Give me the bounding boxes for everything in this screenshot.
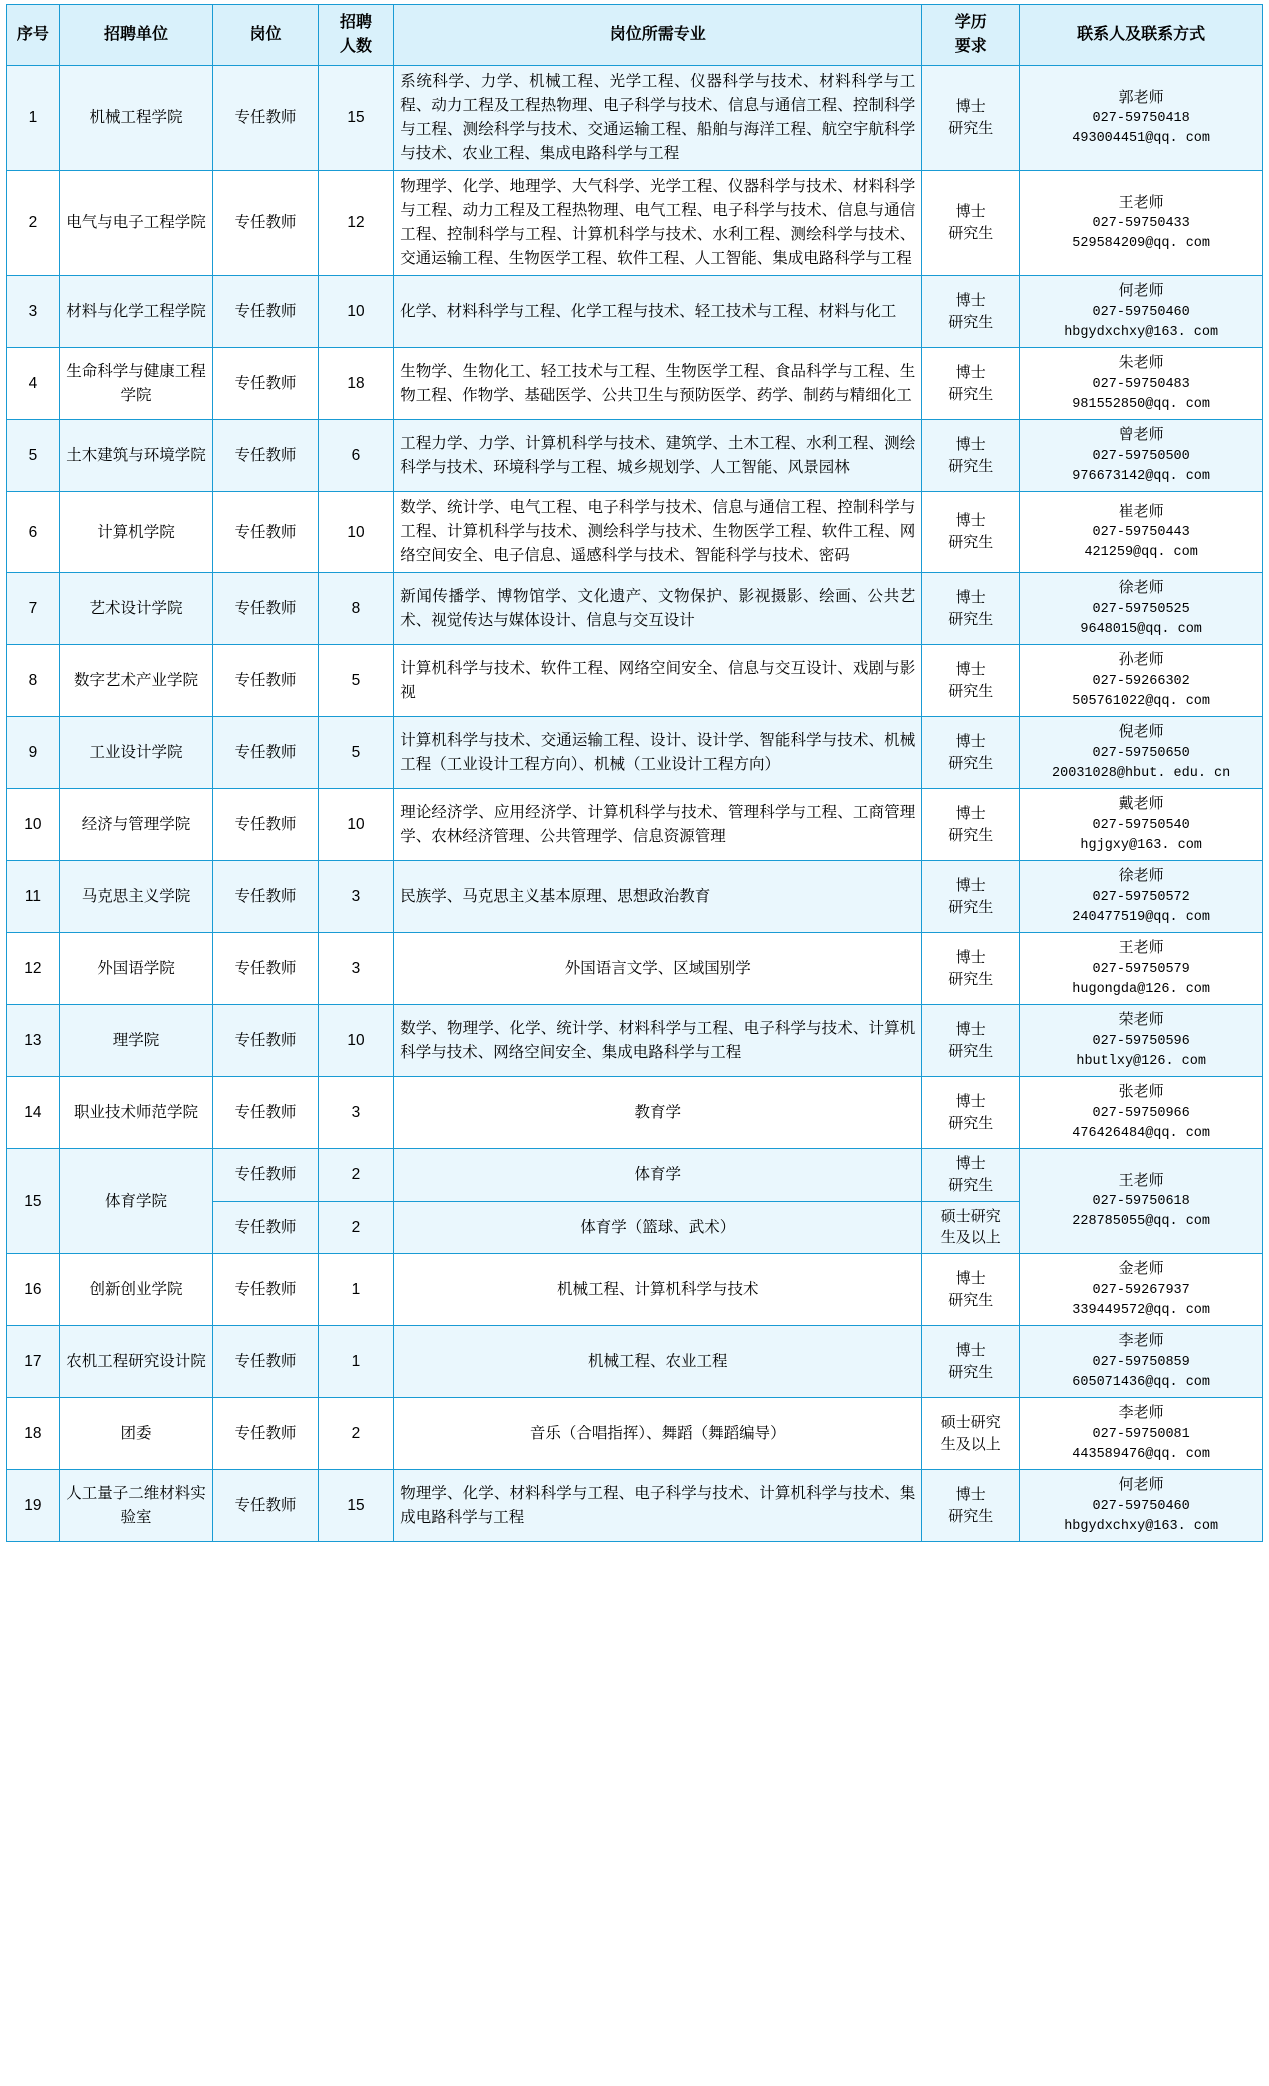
contact-email: 529584209@qq. com [1072,236,1211,252]
col-header-unit: 招聘单位 [59,5,212,66]
contact-phone: 027-59750433 [1092,216,1190,232]
cell-contact [1020,66,1263,171]
cell-degree [922,1398,1020,1470]
contact-name: 朱老师 [1118,354,1164,372]
cell-post: 专任教师 [213,573,319,645]
cell-contact [1020,1077,1263,1149]
degree-line2: 研究生 [948,120,994,138]
cell-count: 3 [318,933,393,1005]
degree-line2: 研究生 [948,898,994,916]
degree-line2: 研究生 [948,754,994,772]
degree-line1: 博士 [955,435,986,453]
cell-count: 15 [318,1470,393,1542]
cell-contact [1020,717,1263,789]
cell-post: 专任教师 [213,1254,319,1326]
table-row [7,789,1263,861]
cell-contact [1020,789,1263,861]
col-header-major: 岗位所需专业 [394,5,922,66]
contact-name: 王老师 [1118,939,1164,957]
cell-post: 专任教师 [213,1077,319,1149]
cell-unit: 生命科学与健康工程学院 [59,348,212,420]
degree-line1: 博士 [955,203,986,221]
cell-degree [922,789,1020,861]
cell-degree [922,1254,1020,1326]
cell-index: 15 [7,1149,60,1254]
table-row [7,1254,1263,1326]
cell-count: 3 [318,1077,393,1149]
degree-line1: 博士 [955,291,986,309]
cell-unit: 体育学院 [59,1149,212,1254]
cell-count: 10 [318,492,393,573]
cell-degree [922,1005,1020,1077]
col-header-count [318,5,393,66]
cell-post: 专任教师 [213,492,319,573]
contact-phone: 027-59750460 [1092,304,1190,320]
cell-unit: 数字艺术产业学院 [59,645,212,717]
cell-contact [1020,1398,1263,1470]
table-row [7,1470,1263,1542]
degree-line2: 研究生 [948,1507,994,1525]
cell-major: 系统科学、力学、机械工程、光学工程、仪器科学与技术、材料科学与工程、动力工程及工程热物理、电子科学与技术、信息与通信工程、控制科学与工程、测绘科学与技术、交通运输工程、船舶与海洋工程、航空宇航科学与技术、农业工程、集成电路科学与工程 [394,66,922,171]
degree-line1: 博士 [955,660,986,678]
cell-major: 生物学、生物化工、轻工技术与工程、生物医学工程、食品科学与工程、生物工程、作物学、基础医学、公共卫生与预防医学、药学、制药与精细化工 [394,348,922,420]
cell-post: 专任教师 [213,1149,319,1202]
cell-major: 数学、物理学、化学、统计学、材料科学与工程、电子科学与技术、计算机科学与技术、网络空间安全、集成电路科学与工程 [394,1005,922,1077]
cell-count: 6 [318,420,393,492]
cell-degree [922,171,1020,276]
table-row [7,861,1263,933]
contact-phone: 027-59750443 [1092,525,1190,541]
cell-degree [922,276,1020,348]
contact-name: 荣老师 [1118,1011,1164,1029]
cell-contact [1020,348,1263,420]
table-row [7,1077,1263,1149]
cell-contact [1020,1005,1263,1077]
cell-degree [922,1326,1020,1398]
degree-line1: 博士 [955,1485,986,1503]
contact-phone: 027-59267937 [1092,1282,1190,1298]
cell-count: 8 [318,573,393,645]
contact-email: 493004451@qq. com [1072,131,1211,147]
cell-unit: 工业设计学院 [59,717,212,789]
cell-count: 1 [318,1254,393,1326]
cell-unit: 经济与管理学院 [59,789,212,861]
contact-phone: 027-59750418 [1092,111,1190,127]
cell-post: 专任教师 [213,276,319,348]
table-body [7,66,1263,1542]
contact-phone: 027-59750966 [1092,1105,1190,1121]
cell-major: 机械工程、农业工程 [394,1326,922,1398]
cell-degree [922,861,1020,933]
cell-contact [1020,1326,1263,1398]
degree-line2: 研究生 [948,970,994,988]
cell-unit: 创新创业学院 [59,1254,212,1326]
col-header-post: 岗位 [213,5,319,66]
cell-contact [1020,1470,1263,1542]
cell-contact [1020,1149,1263,1254]
col-header-index: 序号 [7,5,60,66]
contact-email: hbgydxchxy@163. com [1064,324,1219,340]
degree-line1: 博士 [955,876,986,894]
cell-contact [1020,492,1263,573]
contact-name: 崔老师 [1118,502,1164,520]
cell-post: 专任教师 [213,933,319,1005]
cell-post: 专任教师 [213,861,319,933]
cell-major: 计算机科学与技术、软件工程、网络空间安全、信息与交互设计、戏剧与影视 [394,645,922,717]
cell-post: 专任教师 [213,1005,319,1077]
cell-unit: 材料与化学工程学院 [59,276,212,348]
table-row [7,1326,1263,1398]
cell-contact [1020,1254,1263,1326]
contact-email: 228785055@qq. com [1072,1214,1211,1230]
contact-email: 20031028@hbut. edu. cn [1052,765,1231,781]
cell-degree [922,420,1020,492]
cell-degree [922,573,1020,645]
cell-degree [922,933,1020,1005]
col-header-count-line1: 招聘 [339,14,372,31]
cell-major: 体育学（篮球、武术） [394,1201,922,1254]
cell-index: 12 [7,933,60,1005]
contact-phone: 027-59750572 [1092,889,1190,905]
cell-count: 12 [318,171,393,276]
degree-line2: 研究生 [948,682,994,700]
cell-index: 1 [7,66,60,171]
col-header-degree-line2: 要求 [954,38,987,55]
contact-name: 何老师 [1118,1476,1164,1494]
cell-contact [1020,645,1263,717]
cell-major: 物理学、化学、材料科学与工程、电子科学与技术、计算机科学与技术、集成电路科学与工程 [394,1470,922,1542]
cell-post: 专任教师 [213,66,319,171]
table-row [7,420,1263,492]
contact-email: 605071436@qq. com [1072,1374,1211,1390]
cell-index: 9 [7,717,60,789]
degree-line1: 博士 [955,363,986,381]
cell-unit: 电气与电子工程学院 [59,171,212,276]
cell-degree [922,492,1020,573]
degree-line2: 研究生 [948,1042,994,1060]
cell-count: 2 [318,1201,393,1254]
contact-email: hgjgxy@163. com [1080,837,1202,853]
cell-index: 14 [7,1077,60,1149]
cell-major: 化学、材料科学与工程、化学工程与技术、轻工技术与工程、材料与化工 [394,276,922,348]
cell-major: 音乐（合唱指挥）、舞蹈（舞蹈编导） [394,1398,922,1470]
cell-major: 民族学、马克思主义基本原理、思想政治教育 [394,861,922,933]
degree-line2: 研究生 [948,313,994,331]
degree-line2: 研究生 [948,534,994,552]
contact-email: hbutlxy@126. com [1076,1053,1206,1069]
table-row [7,645,1263,717]
contact-phone: 027-59750650 [1092,745,1190,761]
cell-unit: 外国语学院 [59,933,212,1005]
degree-line1: 博士 [955,732,986,750]
cell-post: 专任教师 [213,171,319,276]
contact-email: 339449572@qq. com [1072,1302,1211,1318]
contact-name: 何老师 [1118,282,1164,300]
cell-unit: 农机工程研究设计院 [59,1326,212,1398]
contact-phone: 027-59750525 [1092,601,1190,617]
cell-count: 5 [318,717,393,789]
cell-major: 计算机科学与技术、交通运输工程、设计、设计学、智能科学与技术、机械工程（工业设计工程方向）、机械（工业设计工程方向） [394,717,922,789]
cell-index: 19 [7,1470,60,1542]
table-row [7,1398,1263,1470]
contact-email: 443589476@qq. com [1072,1446,1211,1462]
cell-major: 机械工程、计算机科学与技术 [394,1254,922,1326]
contact-name: 戴老师 [1118,795,1164,813]
cell-unit: 人工量子二维材料实验室 [59,1470,212,1542]
cell-degree [922,1149,1020,1202]
cell-count: 10 [318,276,393,348]
contact-email: 476426484@qq. com [1072,1125,1211,1141]
contact-name: 王老师 [1118,1171,1164,1189]
table-row [7,276,1263,348]
contact-email: 981552850@qq. com [1072,396,1211,412]
degree-line2: 生及以上 [940,1229,1001,1247]
cell-count: 2 [318,1398,393,1470]
cell-count: 15 [318,66,393,171]
table-row [7,492,1263,573]
contact-name: 郭老师 [1118,88,1164,106]
degree-line1: 博士 [955,98,986,116]
contact-name: 徐老师 [1118,867,1164,885]
cell-index: 17 [7,1326,60,1398]
contact-name: 孙老师 [1118,651,1164,669]
cell-post: 专任教师 [213,789,319,861]
cell-index: 5 [7,420,60,492]
contact-phone: 027-59750081 [1092,1426,1190,1442]
cell-index: 10 [7,789,60,861]
contact-name: 李老师 [1118,1404,1164,1422]
contact-email: 9648015@qq. com [1080,621,1202,637]
col-header-count-line2: 人数 [339,38,372,55]
cell-unit: 职业技术师范学院 [59,1077,212,1149]
degree-line1: 博士 [955,1269,986,1287]
cell-major: 教育学 [394,1077,922,1149]
cell-major: 体育学 [394,1149,922,1202]
table-row [7,171,1263,276]
degree-line1: 博士 [955,588,986,606]
degree-line2: 研究生 [948,1176,994,1194]
cell-major: 新闻传播学、博物馆学、文化遗产、文物保护、影视摄影、绘画、公共艺术、视觉传达与媒体设计、信息与交互设计 [394,573,922,645]
cell-degree [922,1470,1020,1542]
contact-name: 曾老师 [1118,426,1164,444]
contact-name: 张老师 [1118,1083,1164,1101]
degree-line1: 博士 [955,1341,986,1359]
contact-phone: 027-59750579 [1092,961,1190,977]
degree-line1: 硕士研究 [940,1207,1001,1225]
degree-line2: 研究生 [948,457,994,475]
contact-email: 421259@qq. com [1084,545,1198,561]
table-row [7,348,1263,420]
cell-unit: 土木建筑与环境学院 [59,420,212,492]
cell-index: 16 [7,1254,60,1326]
cell-unit: 计算机学院 [59,492,212,573]
cell-count: 5 [318,645,393,717]
cell-degree [922,1077,1020,1149]
table-row [7,717,1263,789]
cell-post: 专任教师 [213,645,319,717]
cell-degree [922,1201,1020,1254]
cell-index: 2 [7,171,60,276]
degree-line1: 硕士研究 [940,1413,1001,1431]
cell-index: 3 [7,276,60,348]
contact-name: 金老师 [1118,1260,1164,1278]
cell-count: 3 [318,861,393,933]
table-row [7,1005,1263,1077]
cell-count: 10 [318,1005,393,1077]
cell-unit: 艺术设计学院 [59,573,212,645]
contact-phone: 027-59750859 [1092,1354,1190,1370]
contact-email: hbgydxchxy@163. com [1064,1518,1219,1534]
cell-major: 理论经济学、应用经济学、计算机科学与技术、管理科学与工程、工商管理学、农林经济管理、公共管理学、信息资源管理 [394,789,922,861]
cell-major: 外国语言文学、区域国别学 [394,933,922,1005]
degree-line1: 博士 [955,1020,986,1038]
cell-index: 6 [7,492,60,573]
contact-phone: 027-59750540 [1092,817,1190,833]
contact-name: 王老师 [1118,193,1164,211]
degree-line1: 博士 [955,1155,986,1173]
contact-name: 李老师 [1118,1332,1164,1350]
contact-email: 976673142@qq. com [1072,468,1211,484]
degree-line2: 生及以上 [940,1435,1001,1453]
contact-name: 徐老师 [1118,579,1164,597]
table-row [7,66,1263,171]
cell-post: 专任教师 [213,1326,319,1398]
cell-contact [1020,933,1263,1005]
col-header-contact: 联系人及联系方式 [1020,5,1263,66]
cell-index: 7 [7,573,60,645]
degree-line1: 博士 [955,948,986,966]
cell-degree [922,66,1020,171]
table-row [7,1149,1263,1202]
cell-index: 18 [7,1398,60,1470]
table-row [7,933,1263,1005]
degree-line2: 研究生 [948,225,994,243]
degree-line2: 研究生 [948,385,994,403]
contact-phone: 027-59750460 [1092,1498,1190,1514]
degree-line2: 研究生 [948,1114,994,1132]
contact-phone: 027-59750618 [1092,1194,1190,1210]
cell-post: 专任教师 [213,1398,319,1470]
cell-index: 4 [7,348,60,420]
cell-contact [1020,573,1263,645]
cell-index: 11 [7,861,60,933]
degree-line1: 博士 [955,1092,986,1110]
cell-unit: 理学院 [59,1005,212,1077]
contact-name: 倪老师 [1118,723,1164,741]
degree-line1: 博士 [955,804,986,822]
cell-count: 1 [318,1326,393,1398]
col-header-degree [922,5,1020,66]
cell-post: 专任教师 [213,1470,319,1542]
contact-email: hugongda@126. com [1072,981,1211,997]
cell-unit: 马克思主义学院 [59,861,212,933]
degree-line2: 研究生 [948,1363,994,1381]
cell-unit: 机械工程学院 [59,66,212,171]
cell-contact [1020,171,1263,276]
cell-contact [1020,420,1263,492]
cell-count: 10 [318,789,393,861]
contact-phone: 027-59750596 [1092,1033,1190,1049]
recruitment-table [6,4,1263,1542]
col-header-degree-line1: 学历 [954,14,987,31]
cell-count: 18 [318,348,393,420]
table-header [7,5,1263,66]
table-row [7,573,1263,645]
cell-post: 专任教师 [213,420,319,492]
contact-phone: 027-59750500 [1092,448,1190,464]
cell-post: 专任教师 [213,717,319,789]
cell-post: 专任教师 [213,1201,319,1254]
degree-line2: 研究生 [948,826,994,844]
cell-contact [1020,276,1263,348]
degree-line2: 研究生 [948,1291,994,1309]
contact-email: 505761022@qq. com [1072,693,1211,709]
cell-post: 专任教师 [213,348,319,420]
table-header-row [7,5,1263,66]
cell-contact [1020,861,1263,933]
cell-major: 物理学、化学、地理学、大气科学、光学工程、仪器科学与技术、材料科学与工程、动力工程及工程热物理、电气工程、电子科学与技术、信息与通信工程、控制科学与工程、计算机科学与技术、水利工程、测绘科学与技术、交通运输工程、生物医学工程、软件工程、人工智能、集成电路科学与工程 [394,171,922,276]
cell-major: 工程力学、力学、计算机科学与技术、建筑学、土木工程、水利工程、测绘科学与技术、环境科学与工程、城乡规划学、人工智能、风景园林 [394,420,922,492]
degree-line2: 研究生 [948,610,994,628]
contact-phone: 027-59750483 [1092,376,1190,392]
cell-unit: 团委 [59,1398,212,1470]
cell-degree [922,348,1020,420]
cell-index: 13 [7,1005,60,1077]
contact-phone: 027-59266302 [1092,673,1190,689]
cell-index: 8 [7,645,60,717]
cell-degree [922,717,1020,789]
cell-count: 2 [318,1149,393,1202]
cell-degree [922,645,1020,717]
cell-major: 数学、统计学、电气工程、电子科学与技术、信息与通信工程、控制科学与工程、计算机科学与技术、测绘科学与技术、生物医学工程、软件工程、网络空间安全、电子信息、遥感科学与技术、智能科学与技术、密码 [394,492,922,573]
contact-email: 240477519@qq. com [1072,909,1211,925]
degree-line1: 博士 [955,512,986,530]
